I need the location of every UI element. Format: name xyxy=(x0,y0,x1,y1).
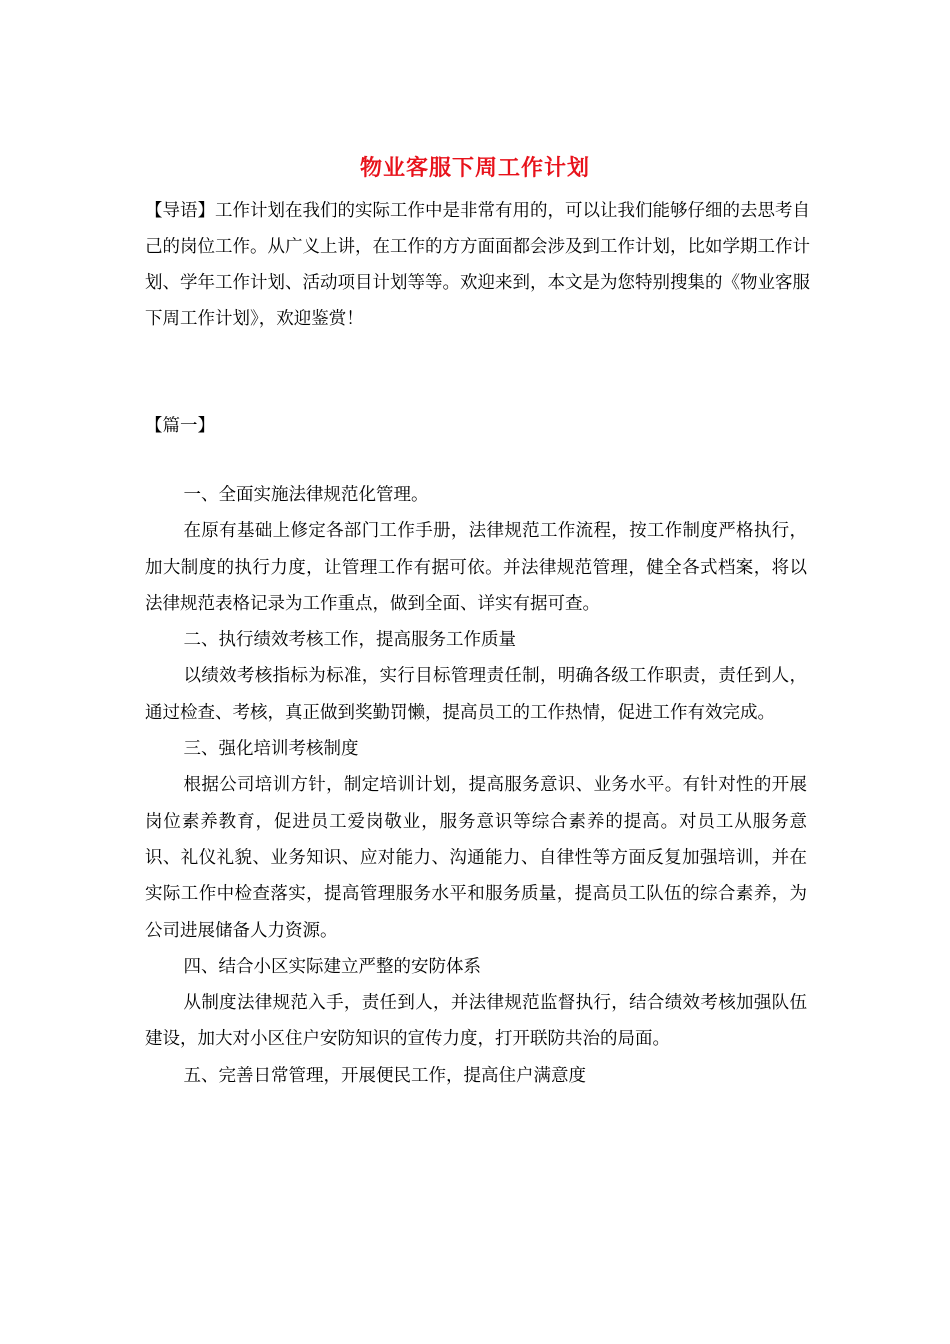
intro-paragraph: 【导语】工作计划在我们的实际工作中是非常有用的，可以让我们能够仔细的去思考自己的岗位工作。从广义上讲，在工作的方方面面都会涉及到工作计划，比如学期工作计划、学年工作计划、活动项目计划等等。欢迎来到，本文是为您特别搜集的《物业客服下周工作计划》，欢迎鉴赏！ xyxy=(145,201,810,329)
heading-4: 四、结合小区实际建立严整的安防体系 xyxy=(183,956,481,977)
heading-5: 五、完善日常管理，开展便民工作，提高住户满意度 xyxy=(183,1065,586,1086)
heading-2: 二、执行绩效考核工作，提高服务工作质量 xyxy=(183,630,516,651)
body-content xyxy=(145,477,807,1094)
paragraph-4: 从制度法律规范入手，责任到人，并法律规范监督执行，结合绩效考核加强队伍建设，加大对小区住户安防知识的宣传力度，打开联防共治的局面。 xyxy=(145,993,807,1050)
document-title: 物业客服下周工作计划 xyxy=(359,155,590,181)
paragraph-2: 以绩效考核指标为标准，实行目标管理责任制，明确各级工作职责，责任到人，通过检查、考核，真正做到奖勤罚懒，提高员工的工作热情，促进工作有效完成。 xyxy=(145,666,807,723)
heading-1: 一、全面实施法律规范化管理。 xyxy=(183,485,429,505)
paragraph-3: 根据公司培训方针，制定培训计划，提高服务意识、业务水平。有针对性的开展岗位素养教育，促进员工爱岗敬业，服务意识等综合素养的提高。对员工从服务意识、礼仪礼貌、业务知识、应对能力、沟通能力、自律性等方面反复加强培训，并在实际工作中检查落实，提高管理服务水平和服务质量，提高员工队伍的综合素养，为公司进展储备人力资源。 xyxy=(145,775,807,941)
paragraph-1: 在原有基础上修定各部门工作手册，法律规范工作流程，按工作制度严格执行，加大制度的执行力度，让管理工作有据可依。并法律规范管理，健全各式档案，将以法律规范表格记录为工作重点，做到全面、详实有据可查。 xyxy=(145,521,807,614)
heading-3: 三、强化培训考核制度 xyxy=(183,739,359,760)
section-heading: 【篇一】 xyxy=(145,416,215,436)
